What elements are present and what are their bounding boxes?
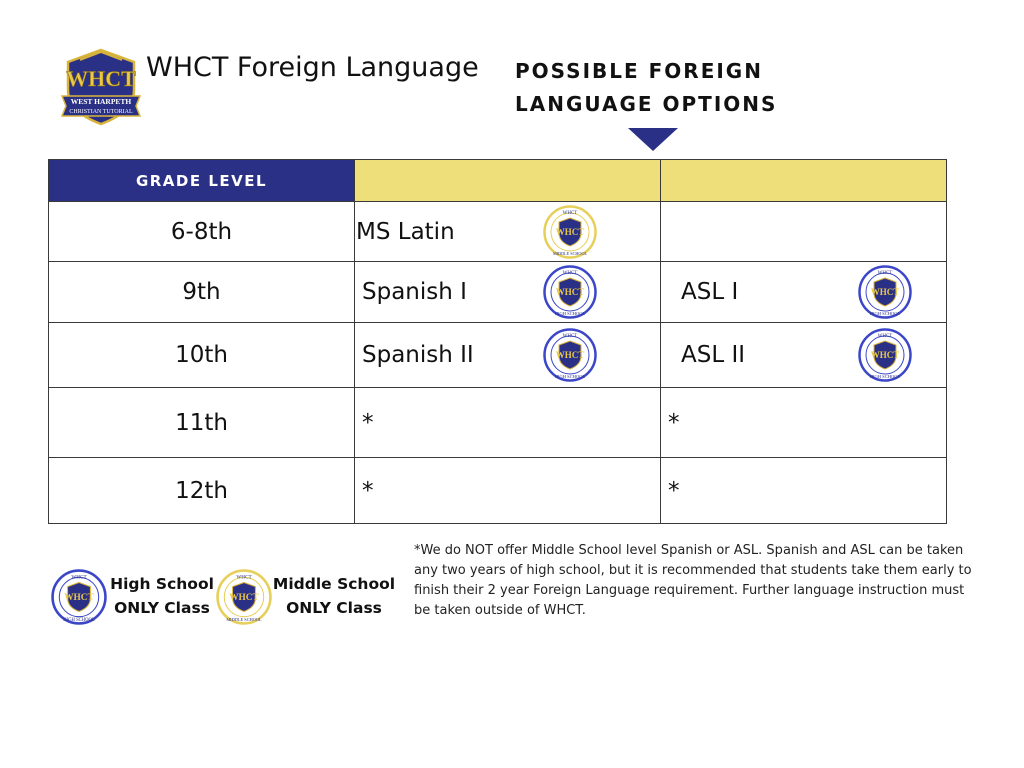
option-cell [355, 458, 661, 524]
svg-text:WHCT: WHCT [877, 271, 893, 276]
options-heading-line-1: POSSIBLE FOREIGN [515, 59, 763, 83]
svg-text:HIGH SCHOOL: HIGH SCHOOL [554, 311, 586, 316]
middle-school-badge-icon [543, 205, 597, 259]
svg-text:WEST HARPETH: WEST HARPETH [70, 97, 132, 106]
option-cell [661, 458, 947, 524]
language-options-table [48, 159, 947, 524]
svg-text:WHCT: WHCT [562, 334, 578, 339]
table-row [49, 388, 947, 458]
option-cell [661, 388, 947, 458]
option-cell [661, 323, 947, 388]
svg-text:HIGH SCHOOL: HIGH SCHOOL [869, 311, 901, 316]
grade-cell: 11th [49, 388, 355, 458]
whct-logo [60, 48, 142, 126]
down-triangle-icon [628, 128, 678, 151]
svg-text:WHCT: WHCT [66, 66, 136, 91]
option-cell [355, 323, 661, 388]
svg-text:WHCT: WHCT [71, 574, 87, 581]
legend-middle-school-label: Middle School ONLY Class [272, 575, 396, 617]
svg-text:WHCT: WHCT [562, 271, 578, 276]
course-name: * [668, 477, 680, 504]
option-cell-empty [661, 202, 947, 262]
svg-text:WHCT: WHCT [562, 210, 578, 216]
svg-text:WHCT: WHCT [555, 350, 585, 360]
course-name: MS Latin [356, 218, 455, 245]
high-school-badge-icon [858, 328, 912, 382]
high-school-badge-icon [543, 328, 597, 382]
grade-level-header: GRADE LEVEL [49, 160, 355, 202]
option-cell [661, 262, 947, 323]
option-cell [355, 262, 661, 323]
option-1-header [355, 160, 661, 202]
course-name: * [362, 477, 374, 504]
course-name: ASL I [681, 279, 739, 305]
option-cell [355, 388, 661, 458]
page-title: WHCT Foreign Language [146, 52, 479, 83]
course-name: Spanish I [362, 279, 467, 305]
grade-cell: 12th [49, 458, 355, 524]
options-heading [515, 55, 777, 121]
svg-text:MIDDLE SCHOOL: MIDDLE SCHOOL [226, 616, 262, 622]
svg-text:HIGH SCHOOL: HIGH SCHOOL [63, 617, 95, 623]
option-cell [355, 202, 661, 262]
course-name: Spanish II [362, 342, 474, 368]
grade-cell: 10th [49, 323, 355, 388]
table-row [49, 458, 947, 524]
course-name: * [362, 409, 374, 436]
whct-shield-logo-icon [60, 48, 142, 126]
svg-text:WHCT: WHCT [870, 350, 900, 360]
svg-text:CHRISTIAN TUTORIAL: CHRISTIAN TUTORIAL [69, 109, 133, 115]
legend-high-school-label: High School ONLY Class [110, 575, 214, 617]
high-school-badge-icon [858, 265, 912, 319]
high-school-badge-icon [543, 265, 597, 319]
course-name: ASL II [681, 342, 746, 368]
table-row [49, 262, 947, 323]
grade-cell: 6-8th [49, 202, 355, 262]
high-school-badge-icon [51, 569, 107, 625]
svg-text:HIGH SCHOOL: HIGH SCHOOL [554, 374, 586, 379]
option-2-header [661, 160, 947, 202]
table-header-row [49, 160, 947, 202]
svg-text:MIDDLE SCHOOL: MIDDLE SCHOOL [552, 250, 588, 256]
footnote: *We do NOT offer Middle School level Spanish or ASL. Spanish and ASL can be taken any two years of high school, but it is recommended that students take them early to finish their 2 year Foreign Language requirement. Further language instruction must be taken outside of WHCT. [414, 543, 972, 618]
svg-text:WHCT: WHCT [229, 593, 259, 604]
svg-text:WHCT: WHCT [877, 334, 893, 339]
svg-text:WHCT: WHCT [555, 287, 585, 297]
options-heading-line-2: LANGUAGE OPTIONS [515, 92, 778, 116]
course-name: * [668, 409, 680, 436]
grade-cell: 9th [49, 262, 355, 323]
middle-school-badge-icon [216, 569, 272, 625]
svg-text:WHCT: WHCT [64, 593, 94, 604]
svg-text:WHCT: WHCT [870, 287, 900, 297]
svg-text:HIGH SCHOOL: HIGH SCHOOL [869, 374, 901, 379]
table-row [49, 202, 947, 262]
table-row [49, 323, 947, 388]
svg-text:WHCT: WHCT [236, 574, 252, 581]
svg-text:WHCT: WHCT [555, 226, 585, 237]
